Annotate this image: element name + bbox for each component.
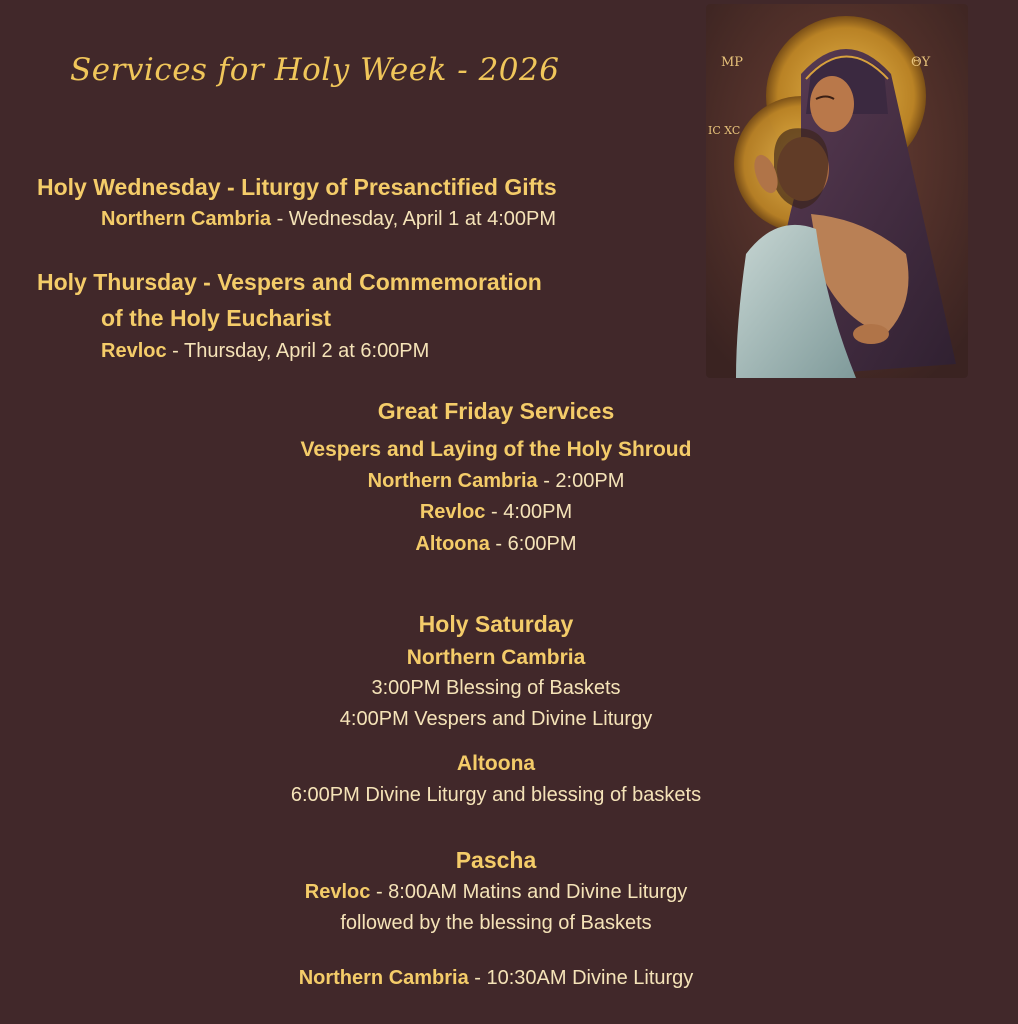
page-title: Services for Holy Week - 2026 <box>70 52 560 88</box>
friday-row-1-place: Northern Cambria <box>367 470 538 492</box>
friday-subheading: Vespers and Laying of the Holy Shroud <box>300 438 692 461</box>
friday-row-3-time: - 6:00PM <box>489 533 577 555</box>
pascha-line-3: - 10:30AM Divine Liturgy <box>468 967 694 989</box>
wednesday-detail <box>101 208 556 231</box>
saturday-line-1: 3:00PM Blessing of Baskets <box>371 677 621 699</box>
thursday-detail <box>101 340 429 363</box>
icon-letters-mp: MP <box>721 55 744 70</box>
friday-row-2-place: Revloc <box>419 501 486 523</box>
pascha-heading: Pascha <box>455 847 537 873</box>
saturday-heading: Holy Saturday <box>418 611 574 637</box>
pascha-line-2: followed by the blessing of Baskets <box>340 912 652 934</box>
friday-row-3 <box>0 533 992 556</box>
thursday-heading-line1: Holy Thursday - Vespers and Commemoration <box>37 269 542 295</box>
thursday-place: Revloc <box>101 340 167 362</box>
icon-of-lamentation-image <box>706 4 968 378</box>
pascha-row-1 <box>0 881 992 904</box>
thursday-heading-line2: of the Holy Eucharist <box>101 305 332 331</box>
wednesday-place: Northern Cambria <box>101 208 272 230</box>
friday-row-1 <box>0 470 992 493</box>
friday-row-1-time: - 2:00PM <box>537 470 625 492</box>
icon-letters-theta: ΘΥ <box>911 55 931 70</box>
thursday-time: - Thursday, April 2 at 6:00PM <box>166 340 430 362</box>
saturday-line-3: 6:00PM Divine Liturgy and blessing of baskets <box>290 784 702 806</box>
pascha-row-3 <box>0 967 992 990</box>
saturday-place-1: Northern Cambria <box>406 646 586 669</box>
saturday-line-2: 4:00PM Vespers and Divine Liturgy <box>339 708 653 730</box>
saturday-place-2: Altoona <box>456 752 536 775</box>
wednesday-time: - Wednesday, April 1 at 4:00PM <box>271 208 556 230</box>
friday-row-2-time: - 4:00PM <box>485 501 573 523</box>
friday-row-2 <box>0 501 992 524</box>
friday-heading: Great Friday Services <box>377 398 615 424</box>
icon-image <box>706 4 968 378</box>
pascha-line-1: - 8:00AM Matins and Divine Liturgy <box>370 881 688 903</box>
pascha-place-1: Revloc <box>304 881 371 903</box>
icon-letters-ic-xc: ΙC XC <box>708 124 741 137</box>
pascha-place-2: Northern Cambria <box>298 967 469 989</box>
wednesday-heading: Holy Wednesday - Liturgy of Presanctified Gifts <box>37 174 557 200</box>
friday-row-3-place: Altoona <box>415 533 490 555</box>
